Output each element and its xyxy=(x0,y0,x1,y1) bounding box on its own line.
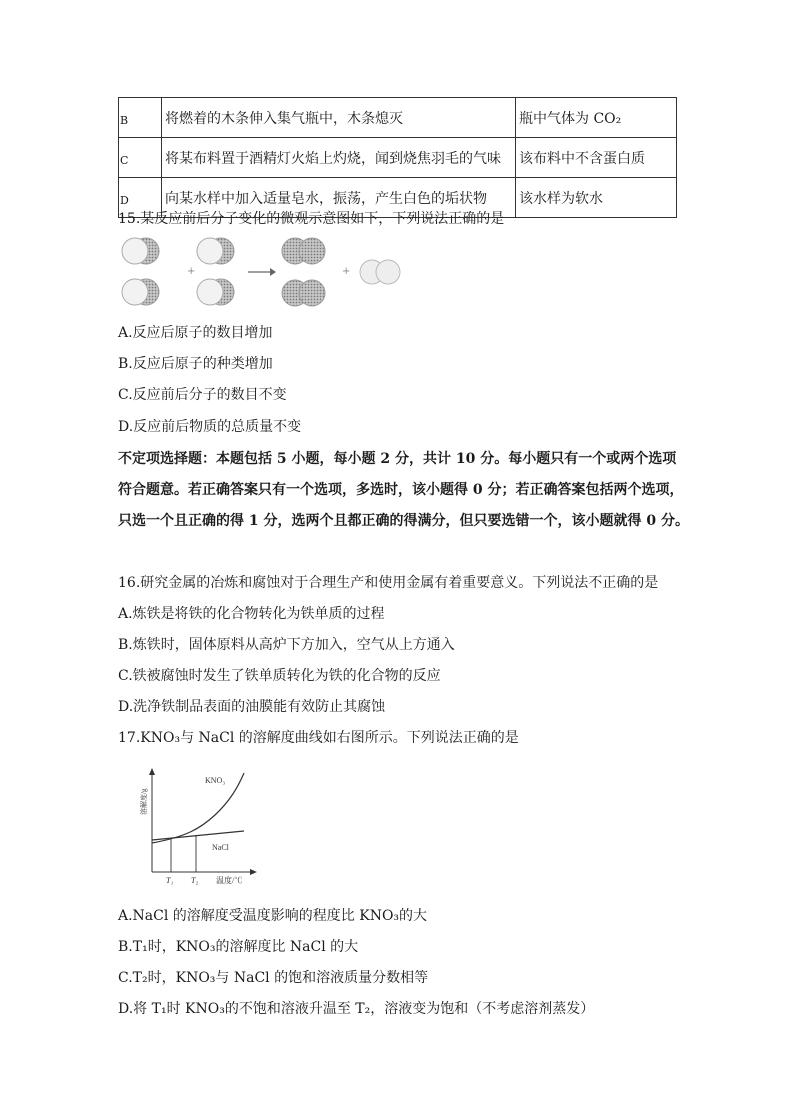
row-method: 将某布料置于酒精灯火焰上灼烧，闻到烧焦羽毛的气味 xyxy=(162,138,516,178)
molecule-bb xyxy=(282,238,325,264)
molecule-ab xyxy=(122,238,159,264)
q15-option-d: D.反应前后物质的总质量不变 xyxy=(118,419,302,435)
molecule-ab xyxy=(197,279,234,305)
x-axis-label: 温度/℃ xyxy=(216,876,243,885)
arrow-icon xyxy=(248,268,276,276)
q17-option-a: A.NaCl 的溶解度受温度影响的程度比 KNO₃的大 xyxy=(118,908,428,924)
y-axis-arrow xyxy=(149,768,155,775)
q15-stem: 15.某反应前后分子变化的微观示意图如下，下列说法正确的是 xyxy=(118,211,505,227)
row-conclusion: 该布料中不含蛋白质 xyxy=(516,138,677,178)
row-key: D xyxy=(119,178,162,218)
molecule-bb xyxy=(282,280,325,306)
table-row xyxy=(119,138,677,178)
q15-option-a: A.反应后原子的数目增加 xyxy=(118,325,273,341)
plus-sign: + xyxy=(187,266,196,277)
y-axis-label: 溶解度/g xyxy=(140,788,148,815)
reaction-diagram xyxy=(118,232,418,314)
row-key: C xyxy=(119,138,162,178)
q17-option-b: B.T₁时，KNO₃的溶解度比 NaCl 的大 xyxy=(118,939,359,955)
plus-sign: + xyxy=(342,266,351,277)
q15-option-c: C.反应前后分子的数目不变 xyxy=(118,387,287,403)
molecule-ab xyxy=(122,279,159,305)
q16-option-d: D.洗净铁制品表面的油膜能有效防止其腐蚀 xyxy=(118,699,386,715)
section-instructions-3: 只选一个且正确的得 1 分，选两个且都正确的得满分，但只要选错一个，该小题就得 0 分。 xyxy=(118,513,689,529)
row-key: B xyxy=(119,98,162,138)
q17-option-c: C.T₂时，KNO₃与 NaCl 的饱和溶液质量分数相等 xyxy=(118,970,429,986)
q16-stem: 16.研究金属的冶炼和腐蚀对于合理生产和使用金属有着重要意义。下列说法不正确的是 xyxy=(118,575,659,591)
series-line-nacl xyxy=(152,831,244,840)
q17-option-d: D.将 T₁时 KNO₃的不饱和溶液升温至 T₂，溶液变为饱和（不考虑溶剂蒸发） xyxy=(118,1001,595,1017)
options-table xyxy=(118,97,677,218)
molecule-aa xyxy=(360,260,400,284)
molecule-ab xyxy=(197,238,234,264)
row-conclusion: 该水样为软水 xyxy=(516,178,677,218)
q17-stem: 17.KNO₃与 NaCl 的溶解度曲线如右图所示。下列说法正确的是 xyxy=(118,730,519,746)
x-axis-arrow xyxy=(250,869,257,875)
x-tick-t2: T₂ xyxy=(191,876,199,885)
section-instructions-1: 不定项选择题：本题包括 5 小题，每小题 2 分，共计 10 分。每小题只有一个或两个选项 xyxy=(118,451,677,467)
solubility-chart xyxy=(140,765,260,890)
row-method: 向某水样中加入适量皂水，振荡，产生白色的垢状物 xyxy=(162,178,516,218)
q16-option-c: C.铁被腐蚀时发生了铁单质转化为铁的化合物的反应 xyxy=(118,668,441,684)
legend-kno3: KNO₃ xyxy=(205,776,226,785)
row-method: 将燃着的木条伸入集气瓶中，木条熄灭 xyxy=(162,98,516,138)
q16-option-a: A.炼铁是将铁的化合物转化为铁单质的过程 xyxy=(118,606,385,622)
q16-option-b: B.炼铁时，固体原料从高炉下方加入，空气从上方通入 xyxy=(118,637,455,653)
x-tick-t1: T₁ xyxy=(166,876,174,885)
row-conclusion: 瓶中气体为 CO₂ xyxy=(516,98,677,138)
section-instructions-2: 符合题意。若正确答案只有一个选项，多选时，该小题得 0 分；若正确答案包括两个选项， xyxy=(118,482,684,498)
q15-option-b: B.反应后原子的种类增加 xyxy=(118,356,273,372)
table-row xyxy=(119,98,677,138)
legend-nacl: NaCl xyxy=(212,843,229,852)
